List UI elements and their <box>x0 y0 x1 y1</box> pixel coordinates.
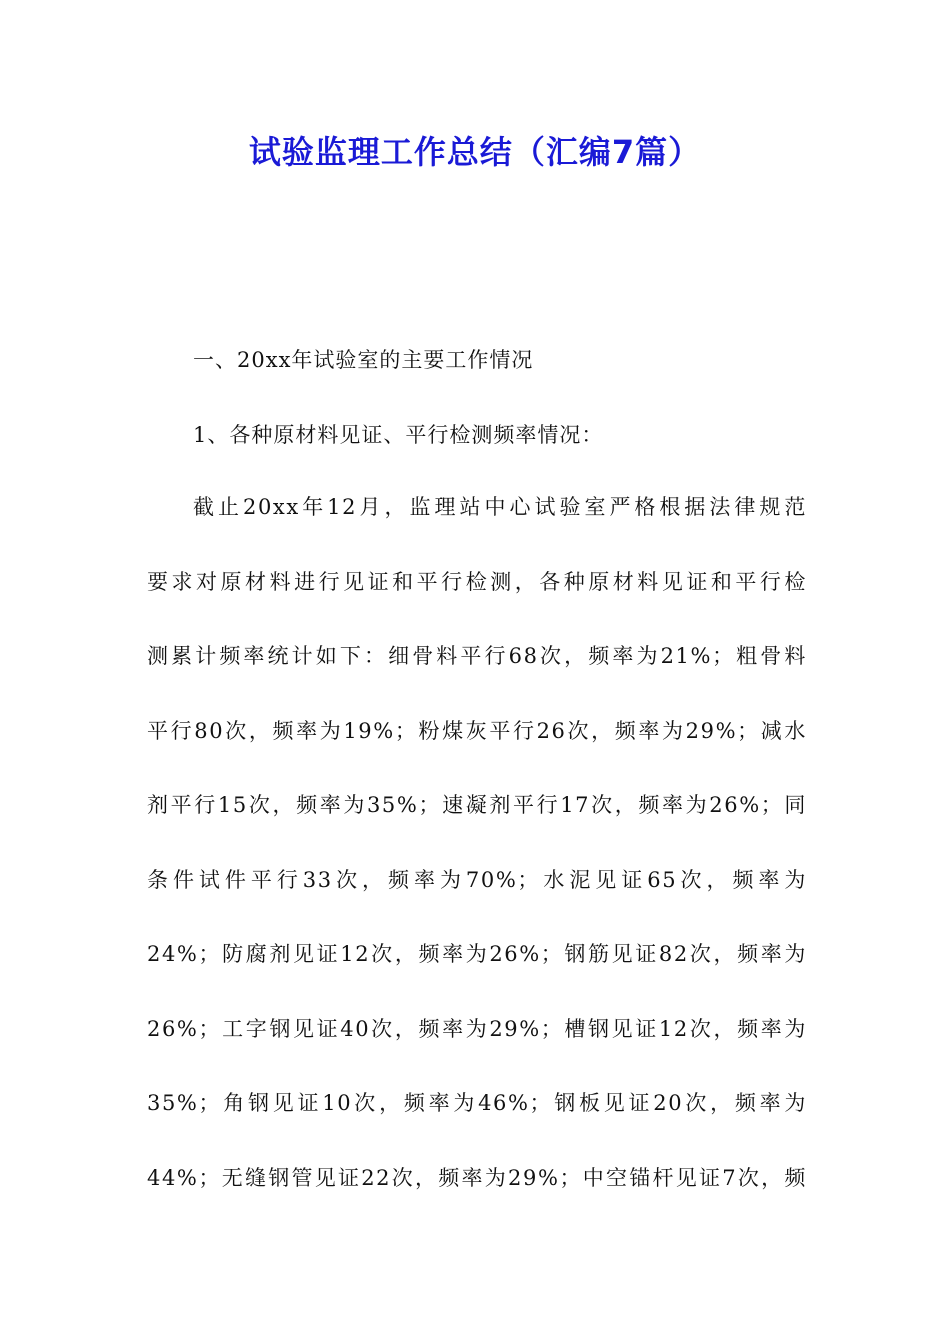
paragraph-line: 测累计频率统计如下：细骨料平行68次，频率为21%；粗骨料 <box>147 644 807 668</box>
paragraph-line: 44%；无缝钢管见证22次，频率为29%；中空锚杆见证7次，频 <box>147 1165 807 1190</box>
body-paragraph <box>147 491 807 1236</box>
sub-heading: 1、各种原材料见证、平行检测频率情况： <box>193 423 604 447</box>
paragraph-line: 24%；防腐剂见证12次，频率为26%；钢筋见证82次，频率为 <box>147 942 807 966</box>
paragraph-line: 26%；工字钢见证40次，频率为29%；槽钢见证12次，频率为 <box>147 1016 807 1041</box>
document-title: 试验监理工作总结（汇编7篇） <box>248 133 702 171</box>
paragraph-line: 平行80次，频率为19%；粉煤灰平行26次，频率为29%；减水 <box>147 718 807 743</box>
paragraph-line: 剂平行15次，频率为35%；速凝剂平行17次，频率为26%；同 <box>147 793 807 817</box>
paragraph-line: 要求对原材料进行见证和平行检测，各种原材料见证和平行检 <box>147 569 807 594</box>
paragraph-line: 条件试件平行33次，频率为70%；水泥见证65次，频率为 <box>147 867 807 892</box>
paragraph-line: 35%；角钢见证10次，频率为46%；钢板见证20次，频率为 <box>147 1091 807 1115</box>
paragraph-line: 截止20xx年12月，监理站中心试验室严格根据法律规范 <box>193 495 807 519</box>
section-heading: 一、20xx年试验室的主要工作情况 <box>193 348 534 372</box>
